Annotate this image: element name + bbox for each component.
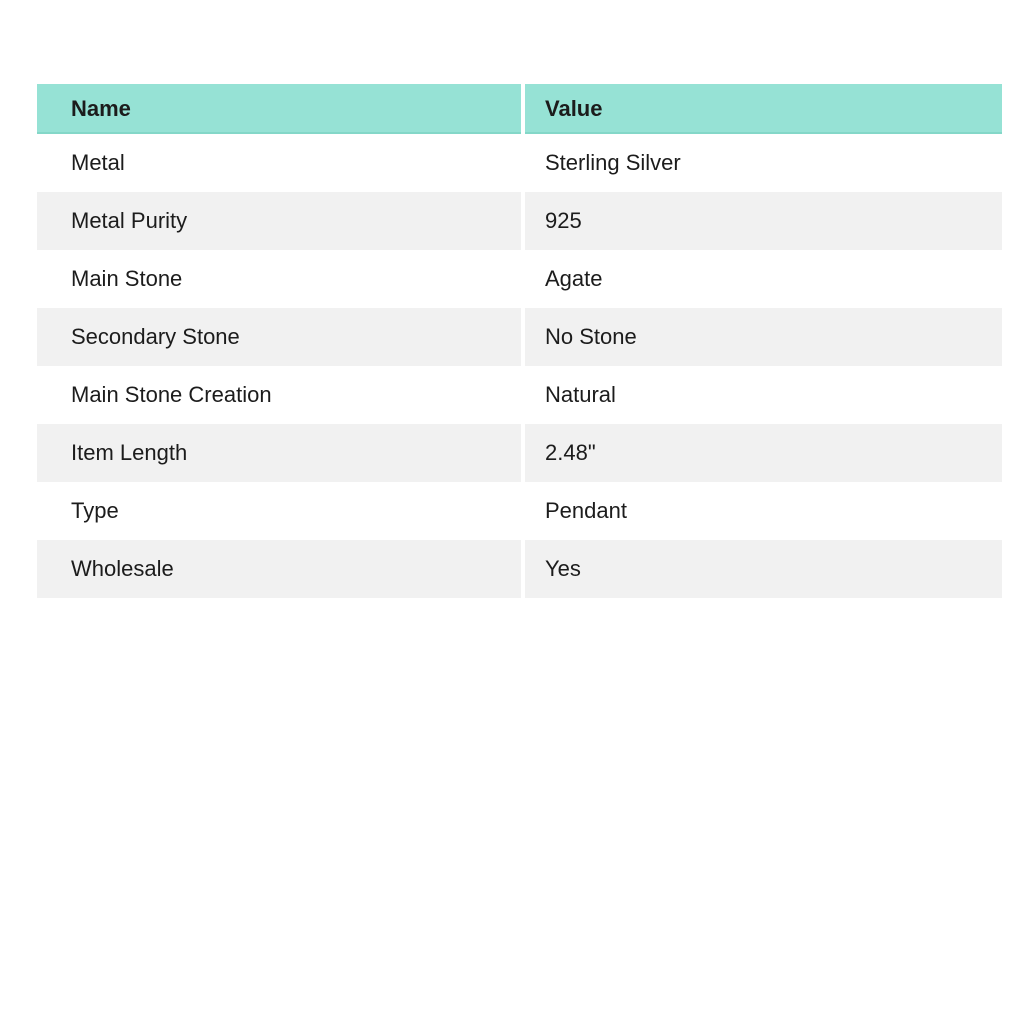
table-row bbox=[37, 134, 1002, 192]
spec-value-cell: Agate bbox=[545, 266, 603, 291]
table-header bbox=[37, 84, 1002, 134]
column-header-name: Name bbox=[37, 84, 525, 134]
spec-name-cell: Wholesale bbox=[37, 540, 525, 598]
table-row bbox=[37, 192, 1002, 250]
spec-name-cell: Metal bbox=[37, 134, 525, 192]
item-specifics-table bbox=[37, 84, 1002, 598]
table-row bbox=[37, 540, 1002, 598]
spec-name-cell: Type bbox=[37, 482, 525, 540]
spec-value-cell: No Stone bbox=[525, 308, 1002, 366]
spec-value-cell: Yes bbox=[525, 540, 1002, 598]
table-row bbox=[37, 250, 1002, 308]
spec-value-cell: Pendant bbox=[545, 498, 627, 523]
table-row bbox=[37, 366, 1002, 424]
spec-name-cell: Main Stone bbox=[37, 250, 525, 308]
table-row bbox=[37, 482, 1002, 540]
spec-name-cell: Metal Purity bbox=[37, 192, 525, 250]
spec-value-cell: Sterling Silver bbox=[545, 150, 681, 175]
spec-value-cell: 925 bbox=[525, 192, 1002, 250]
column-header-value: Value bbox=[525, 84, 1002, 134]
header-row bbox=[37, 84, 1002, 134]
table-row bbox=[37, 308, 1002, 366]
spec-value-cell: Natural bbox=[545, 382, 616, 407]
spec-name-cell: Secondary Stone bbox=[37, 308, 525, 366]
table-body bbox=[37, 134, 1002, 598]
table-row bbox=[37, 424, 1002, 482]
spec-name-cell: Item Length bbox=[37, 424, 525, 482]
spec-value-cell: 2.48" bbox=[525, 424, 1002, 482]
spec-name-cell: Main Stone Creation bbox=[37, 366, 525, 424]
